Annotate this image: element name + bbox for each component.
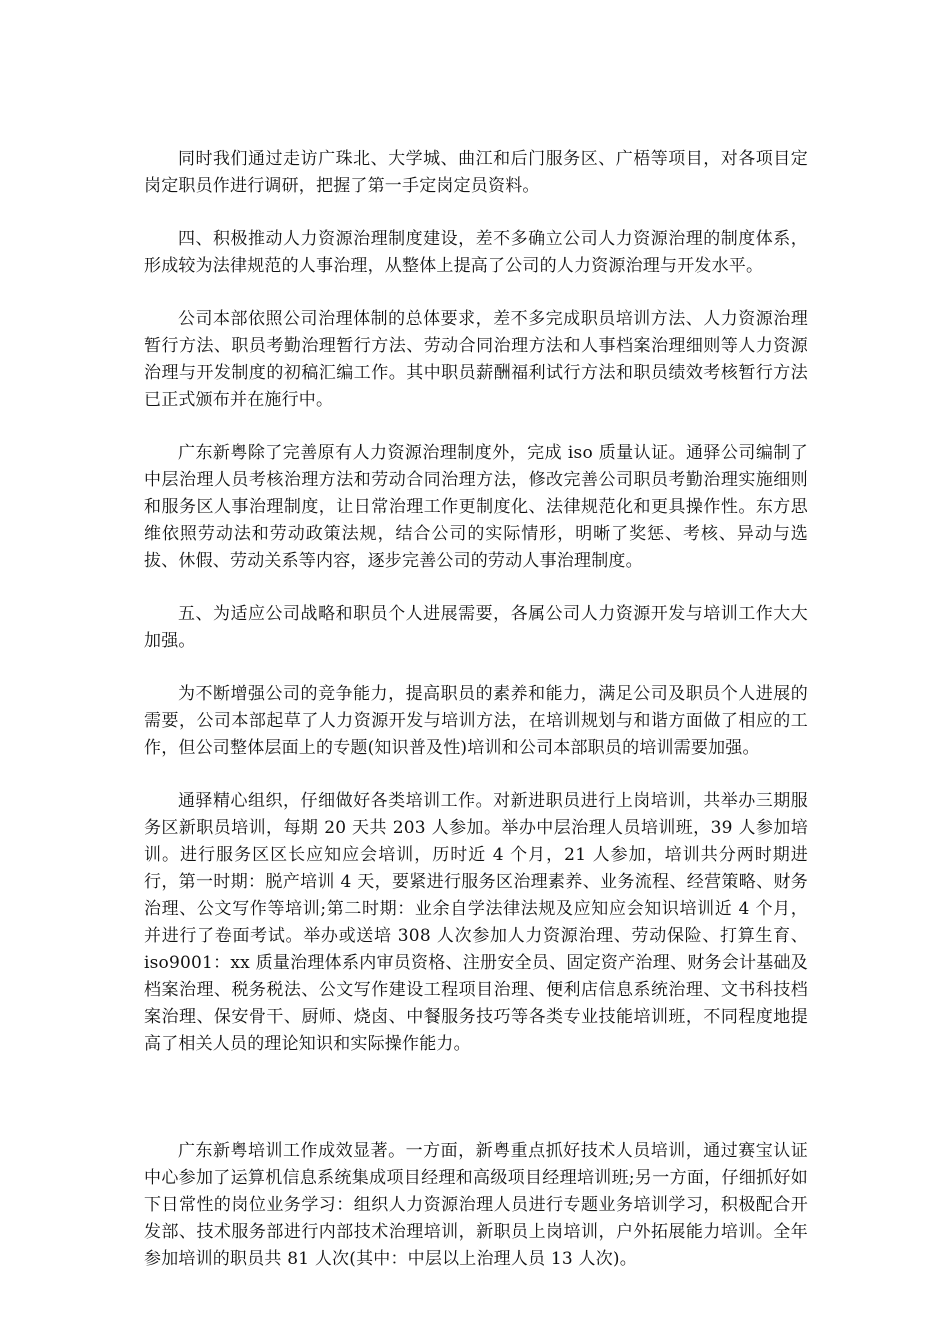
paragraph-1: 同时我们通过走访广珠北、大学城、曲江和后门服务区、广梧等项目，对各项目定岗定职员作进行调研，把握了第一手定岗定员资料。 [144,149,808,196]
paragraph-gap [144,200,808,226]
paragraph-5: 五、为适应公司战略和职员个人进展需要，各属公司人力资源开发与培训工作大大加强。 [144,604,808,651]
paragraph-gap [144,280,808,306]
paragraph-gap [144,575,808,601]
paragraph-gap [144,414,808,440]
paragraph-4: 广东新粤除了完善原有人力资源治理制度外，完成 iso 质量认证。通驿公司编制了中层治理人员考核治理方法和劳动合同治理方法，修改完善公司职员考勤治理实施细则和服务区人事治理制度，让日常治理工作更制度化、法律规范化和更具操作性。东方思维依照劳动法和劳动政策法规，结合公司的实际情形，明晰了奖惩、考核、异动与选拔、休假、劳动关系等内容，逐步完善公司的劳动人事治理制度。 [144,443,808,571]
paragraph-3: 公司本部依照公司治理体制的总体要求，差不多完成职员培训方法、人力资源治理暂行方法、职员考勤治理暂行方法、劳动合同治理方法和人事档案治理细则等人力资源治理与开发制度的初稿汇编工作。其中职员薪酬福利试行方法和职员绩效考核暂行方法已正式颁布并在施行中。 [144,309,808,410]
paragraph-6: 为不断增强公司的竞争能力，提高职员的素养和能力，满足公司及职员个人进展的需要，公司本部起草了人力资源开发与培训方法，在培训规划与和谐方面做了相应的工作，但公司整体层面上的专题(知识普及性)培训和公司本部职员的培训需要加强。 [144,684,808,758]
paragraph-gap [144,655,808,681]
paragraph-gap [144,762,808,788]
paragraph-2: 四、积极推动人力资源治理制度建设，差不多确立公司人力资源治理的制度体系，形成较为法律规范的人事治理，从整体上提高了公司的人力资源治理与开发水平。 [144,229,808,276]
paragraph-8: 广东新粤培训工作成效显著。一方面，新粤重点抓好技术人员培训，通过赛宝认证中心参加了运算机信息系统集成项目经理和高级项目经理培训班;另一方面，仔细抓好如下日常性的岗位业务学习：组织人力资源治理人员进行专题业务培训学习，积极配合开发部、技术服务部进行内部技术治理培训，新职员上岗培训，户外拓展能力培训。全年参加培训的职员共 81 人次(其中：中层以上治理人员 13 人次)。 [144,1141,808,1269]
paragraph-gap [144,1058,808,1138]
paragraph-7: 通驿精心组织，仔细做好各类培训工作。对新进职员进行上岗培训，共举办三期服务区新职员培训，每期 20 天共 203 人参加。举办中层治理人员培训班，39 人参加培训。进行服务区区长应知应会培训，历时近 4 个月，21 人参加，培训共分两时期进行，第一时期：脱产培训 4 天，要紧进行服务区治理素养、业务流程、经营策略、财务治理、公文写作等培训;第二时期：业余自学法律法规及应知应会知识培训近 4 个月，并进行了卷面考试。举办或送培 308 人次参加人力资源治理、劳动保险、打算生育、iso9001：xx 质量治理体系内审员资格、注册安全员、固定资产治理、财务会计基础及档案治理、税务税法、公文写作建设工程项目治理、便利店信息系统治理、文书科技档案治理、保安骨干、厨师、烧卤、中餐服务技巧等各类专业技能培训班，不同程度地提高了相关人员的理论知识和实际操作能力。 [144,791,808,1054]
document-body [144,146,808,1273]
